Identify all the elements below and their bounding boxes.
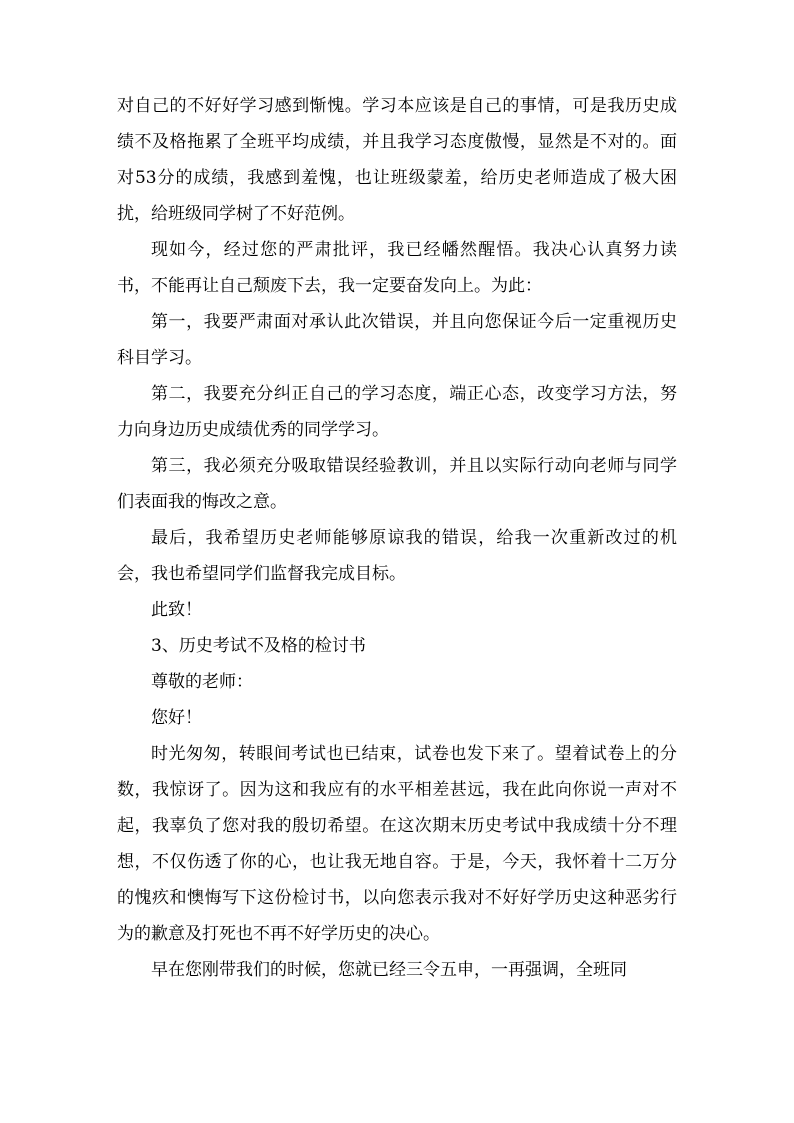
section-heading: 3、历史考试不及格的检讨书 <box>151 636 366 656</box>
paragraph-finally: 最后，我希望历史老师能够原谅我的错误，给我一次重新改过的机会，我也希望同学们监督我完成目标。 <box>117 528 677 584</box>
paragraph-point-one: 第一，我要严肃面对承认此次错误，并且向您保证今后一定重视历史科目学习。 <box>117 312 677 368</box>
document-body <box>117 88 677 988</box>
greeting: 您好！ <box>151 708 202 728</box>
paragraph-continued: 对自己的不好好学习感到惭愧。学习本应该是自己的事情，可是我历史成绩不及格拖累了全班平均成绩，并且我学习态度傲慢，显然是不对的。面对53分的成绩，我感到羞愧，也让班级蒙羞，给历史老师造成了极大困扰，给班级同学树了不好范例。 <box>117 96 677 224</box>
paragraph-point-two: 第二，我要充分纠正自己的学习态度，端正心态，改变学习方法，努力向身边历史成绩优秀的同学学习。 <box>117 384 677 440</box>
paragraph-resolution: 现如今，经过您的严肃批评，我已经幡然醒悟。我决心认真努力读书，不能再让自己颓废下去，我一定要奋发向上。为此： <box>117 240 677 296</box>
paragraph-closing: 此致！ <box>151 600 202 620</box>
salutation: 尊敬的老师： <box>151 672 253 692</box>
paragraph-body-continued: 早在您刚带我们的时候，您就已经三令五申，一再强调，全班同 <box>151 960 627 980</box>
paragraph-point-three: 第三，我必须充分吸取错误经验教训，并且以实际行动向老师与同学们表面我的悔改之意。 <box>117 456 677 512</box>
paragraph-body: 时光匆匆，转眼间考试也已结束，试卷也发下来了。望着试卷上的分数，我惊讶了。因为这和我应有的水平相差甚远，我在此向你说一声对不起，我辜负了您对我的殷切希望。在这次期末历史考试中我成绩十分不理想，不仅伤透了你的心，也让我无地自容。于是，今天，我怀着十二万分的愧疚和懊悔写下这份检讨书，以向您表示我对不好好学历史这种恶劣行为的歉意及打死也不再不好学历史的决心。 <box>117 744 677 944</box>
